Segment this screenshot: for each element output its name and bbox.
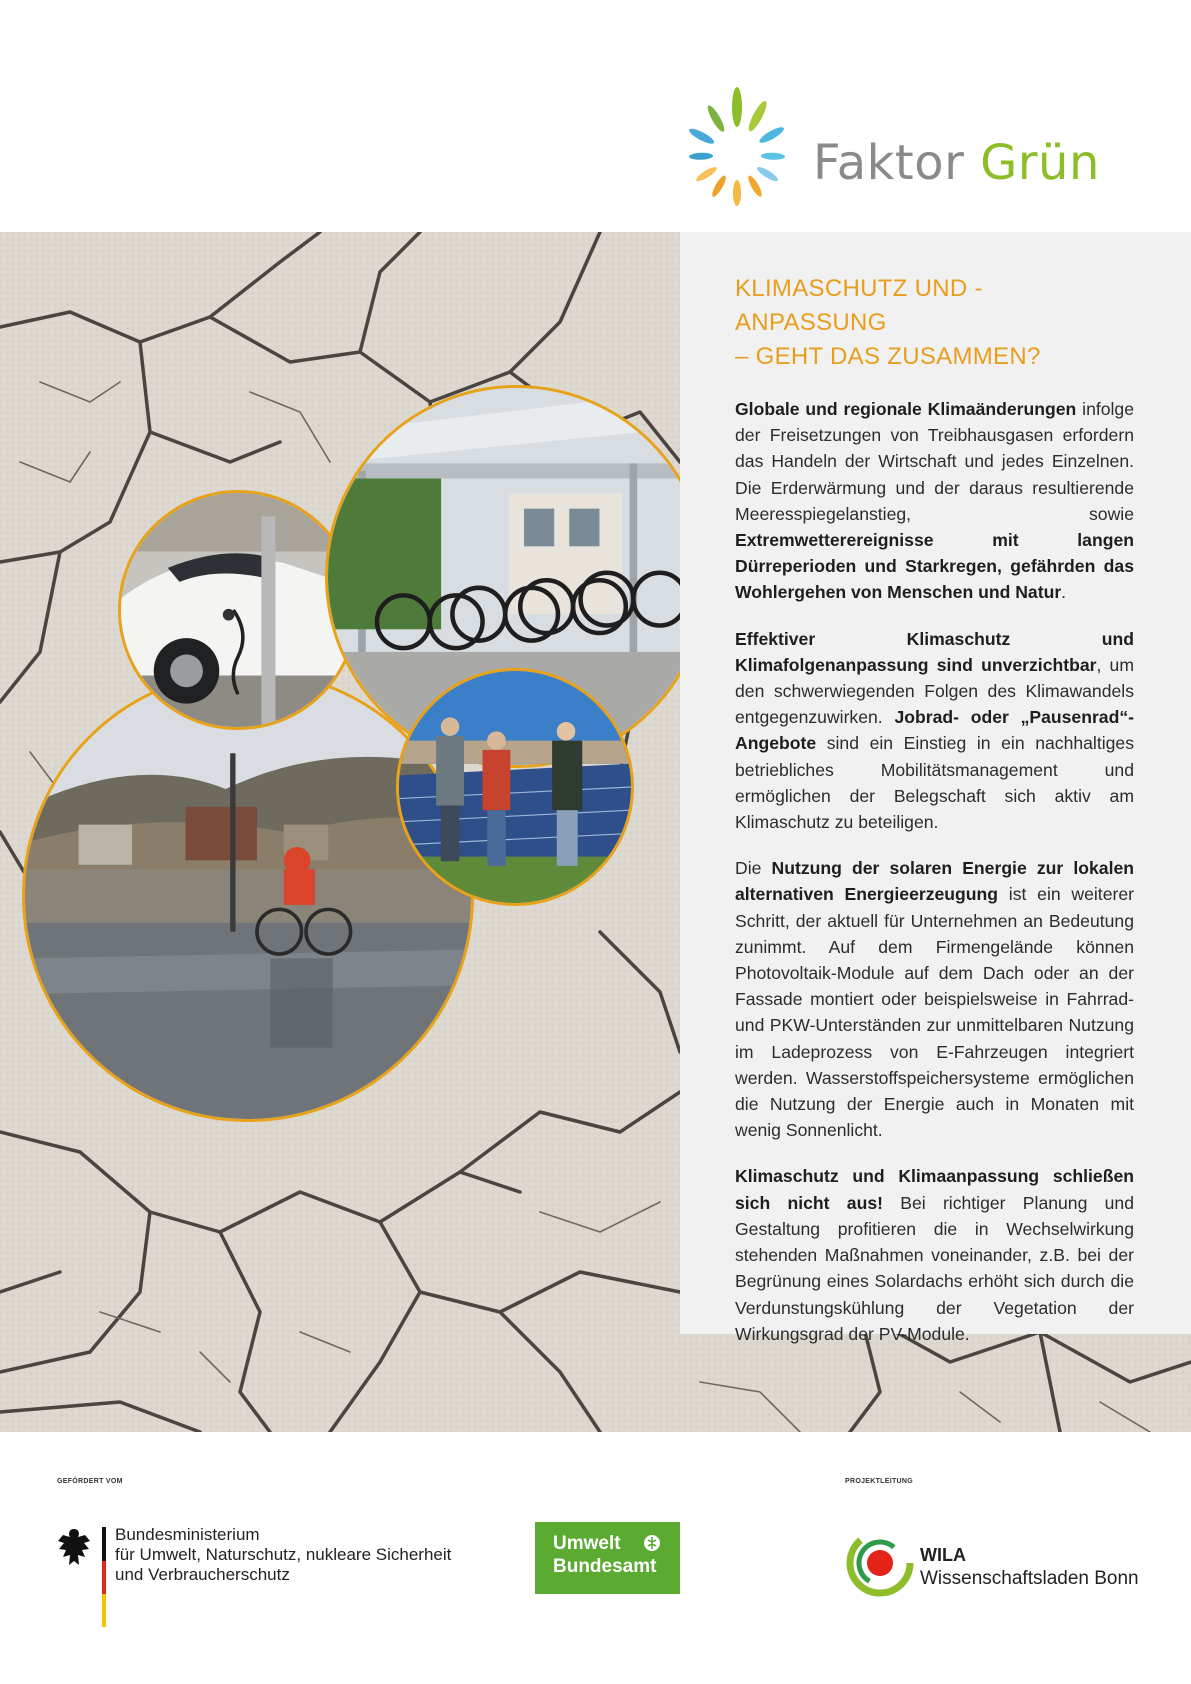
article-paragraph-1 — [735, 396, 1134, 606]
article-paragraph-2 — [735, 626, 1134, 836]
logo-word-faktor: Faktor — [813, 135, 965, 191]
article-title-line1: KLIMASCHUTZ UND -ANPASSUNG — [735, 275, 983, 336]
bmu-line-1: Bundesministerium — [115, 1525, 260, 1544]
wila-name-full: Wissenschaftsladen Bonn — [920, 1568, 1139, 1589]
p4-bold-1: Klimaschutz und Klimaanpassung schließen sich nicht aus! — [735, 1166, 1134, 1213]
p2-bold-2: Jobrad- oder „Pausenrad“- Angebote — [735, 707, 1134, 754]
uba-line-1: Umwelt — [553, 1533, 621, 1554]
p3-bold-1: Nutzung der solaren Energie zur lokalen alternativen Energieerzeugung — [735, 858, 1134, 905]
article-title-line2: – GEHT DAS ZUSAMMEN? — [735, 343, 1041, 370]
p1-bold-2: Extremwetterereignisse mit langen Dürreperioden und Starkregen, gefährden das Wohlergehen von Menschen und Natur — [735, 530, 1134, 603]
p2-text-1: , um den schwerwiegenden Folgen des Klimawandels entgegenzuwirken. — [735, 654, 1134, 728]
german-flag-stripe-icon — [102, 1527, 106, 1627]
logo-word-gruen: Grün — [980, 135, 1100, 191]
p4-text-1: Bei richtiger Planung und Gestaltung profitieren die in Wechselwirkung stehenden Maßnahmen voneinander, z.B. bei der Begrünung eines Solardachs erhöht sich durch die Verdunstungskühlung der Vegetation der Wirkungsgrad der PV-Module. — [735, 1192, 1134, 1344]
solar-roof-people-photo — [396, 668, 634, 906]
p3-text-0: Die — [735, 858, 772, 879]
uba-globe-icon — [643, 1534, 661, 1552]
uba-line-2: Bundesamt — [553, 1556, 657, 1577]
bmu-line-2: für Umwelt, Naturschutz, nukleare Sicherheit — [115, 1545, 452, 1564]
bmu-name — [115, 1525, 451, 1585]
funded-by-label: GEFÖRDERT VOM — [57, 1478, 123, 1485]
article-title — [735, 272, 1134, 374]
project-lead-label: PROJEKTLEITUNG — [845, 1478, 913, 1485]
faktor-gruen-logo — [675, 75, 1140, 225]
p1-text-1: infolge der Freisetzungen von Treibhausgasen erfordern das Handeln der Wirtschaft und jedes Einzelnen. Die Erderwärmung und der daraus resultierende Meeresspiegelanstieg, sowie — [735, 399, 1135, 524]
electric-car-charging-photo — [118, 490, 358, 730]
p2-text-2: sind ein Einstieg in ein nachhaltiges betriebliches Mobilitätsmanagement und ermöglichen der Belegschaft sich aktiv am Klimaschutz zu beteiligen. — [735, 733, 1134, 833]
p3-text-1: ist ein weiterer Schritt, der aktuell für Unternehmen an Bedeutung zunimmt. Auf dem Firmengelände können Photovoltaik-Module auf dem Dach oder an der Fassade montiert oder beispielsweise in Fahrrad- und PKW-Unterständen zur unmittelbaren Nutzung im Ladeprozess von E-Fahrzeugen integriert werden. Wasserstoffspeichersysteme ermöglichen die Nutzung der Energie auch in Monaten mit wenig Sonnenlicht. — [735, 884, 1134, 1141]
wila-name-short: WILA — [920, 1545, 966, 1565]
federal-eagle-icon — [55, 1525, 93, 1571]
umweltbundesamt-logo — [535, 1522, 680, 1594]
p1-bold-1: Globale und regionale Klimaänderungen — [735, 399, 1077, 419]
bmu-line-3: und Verbraucherschutz — [115, 1565, 290, 1584]
p2-bold-1: Effektiver Klimaschutz und Klimafolgenanpassung sind unverzichtbar — [735, 628, 1134, 675]
article-paragraph-3 — [735, 855, 1134, 1143]
bmu-logo — [55, 1525, 455, 1635]
article-panel — [680, 232, 1191, 1344]
logo-wordmark — [813, 135, 1100, 191]
p1-text-2: . — [1061, 582, 1067, 603]
wila-ring-icon — [845, 1528, 915, 1598]
wila-logo — [845, 1528, 1165, 1608]
article-paragraph-4 — [735, 1163, 1134, 1346]
sun-burst-logo-icon — [675, 75, 805, 225]
